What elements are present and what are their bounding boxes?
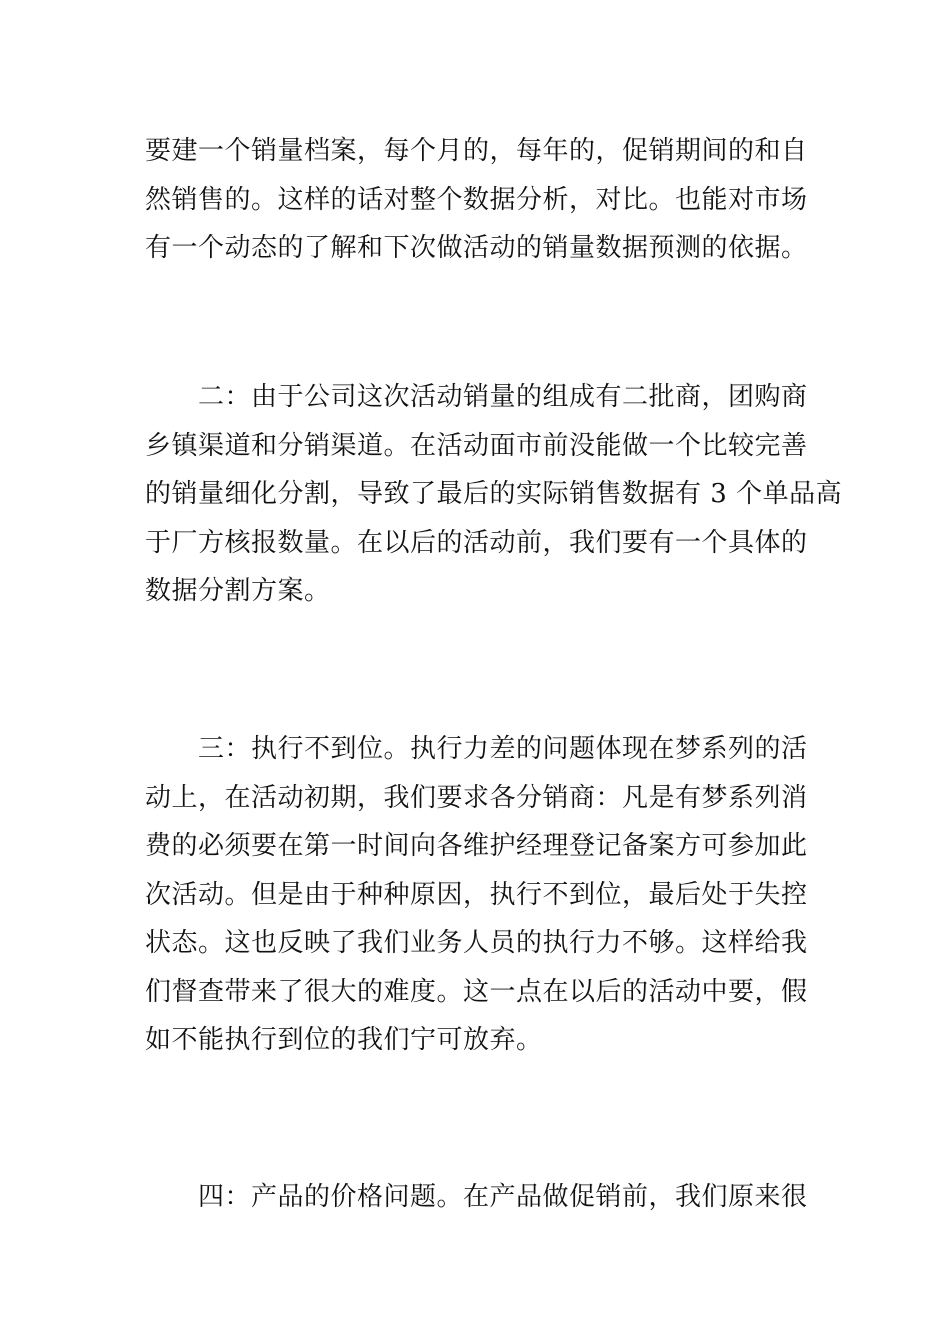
- text-line: 二：由于公司这次活动销量的组成有二批商，团购商: [145, 382, 808, 412]
- paragraph-point-two: [145, 373, 843, 616]
- text-line: 的销量细化分割，导致了最后的实际销售数据有 3 个单品高: [145, 479, 843, 509]
- text-line: 状态。这也反映了我们业务人员的执行力不够。这样给我: [145, 928, 808, 958]
- paragraph-point-four: [145, 1173, 820, 1222]
- text-line: 乡镇渠道和分销渠道。在活动面市前没能做一个比较完善: [145, 430, 808, 461]
- text-line: 然销售的。这样的话对整个数据分析，对比。也能对市场: [145, 184, 808, 215]
- text-line: 有一个动态的了解和下次做活动的销量数据预测的依据。: [145, 233, 808, 263]
- text-line: 如不能执行到位的我们宁可放弃。: [145, 1025, 543, 1055]
- paragraph-sales-archive: [145, 127, 820, 273]
- text-line: 动上，在活动初期，我们要求各分销商：凡是有梦系列消: [145, 782, 808, 813]
- text-line: 于厂方核报数量。在以后的活动前，我们要有一个具体的: [145, 527, 808, 558]
- text-line: 要建一个销量档案，每个月的，每年的，促销期间的和自: [145, 136, 808, 166]
- text-line: 四：产品的价格问题。在产品做促销前，我们原来很: [145, 1182, 808, 1212]
- paragraph-point-three: [145, 725, 820, 1065]
- text-line: 费的必须要在第一时间向各维护经理登记备案方可参加此: [145, 831, 808, 861]
- text-line: 数据分割方案。: [145, 576, 331, 606]
- text-line: 们督查带来了很大的难度。这一点在以后的活动中要，假: [145, 976, 808, 1007]
- text-line: 次活动。但是由于种种原因，执行不到位，最后处于失控: [145, 879, 808, 910]
- text-line: 三：执行不到位。执行力差的问题体现在梦系列的活: [145, 734, 808, 764]
